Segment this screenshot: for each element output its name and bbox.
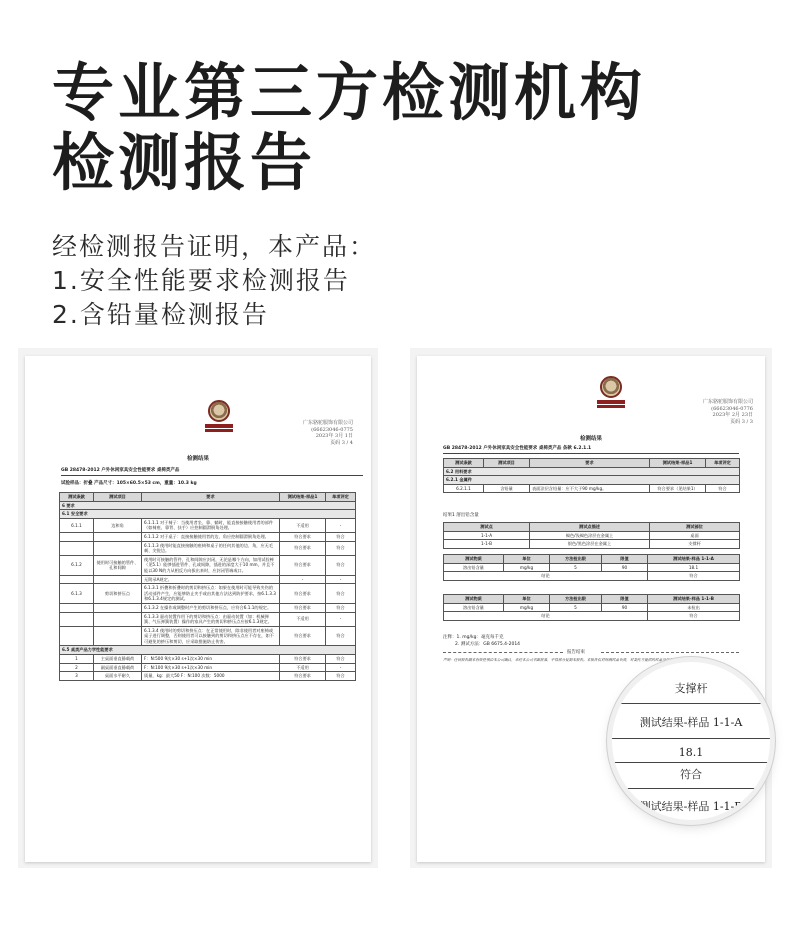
section-cell: 6.5 桌类产品力学性能要求 (60, 646, 356, 655)
note-line: 注释：1. mg/kg：毫克每千克 (443, 635, 504, 640)
column-header: 测试物质 (444, 595, 504, 604)
table-cell: 6.1.3.2 在操作或调整时产生的剪切和挤压点，应符合6.1.1的规定。 (142, 603, 280, 612)
intro-text (52, 230, 376, 332)
divider (601, 652, 739, 653)
report-standard: GB 28478-2012 户外休闲家具安全性能要求 桌椅类产品 (61, 468, 180, 473)
table-cell: - (326, 575, 356, 584)
table-cell: - (326, 612, 356, 626)
table-cell: 6.1.3.1 折叠和折叠时的剪切和挤压点：如果在使用时可能导致夹伤的活动部件产生，应能够防止夹手或由其他方法达到防护要求，按6.1.3.3和6.1.3.4规定的测试。 (142, 584, 280, 604)
table-cell: 符合要求 (280, 532, 326, 541)
table-cell: 符合 (326, 603, 356, 612)
column-header: 限值 (602, 595, 648, 604)
table-cell: 不适用 (280, 663, 326, 672)
table-cell: 含铅量 (484, 484, 530, 493)
table-row (444, 476, 740, 485)
table-cell: 符合要求 (280, 584, 326, 604)
table-cell: 符合 (326, 584, 356, 604)
table-cell: 符合要求 (280, 555, 326, 575)
section-cell: 6.2 用料要求 (444, 467, 740, 476)
table-cell: 主桌面垂直静载荷 (94, 655, 142, 664)
table-row (444, 572, 740, 581)
table-cell: 未检出 (648, 603, 740, 612)
table-cell: 6.1.3 (60, 584, 94, 604)
table-cell (60, 575, 94, 584)
table-row (444, 531, 740, 540)
zoom-cell: 测试结果-样品 1-1-A (639, 716, 743, 729)
table-cell: 1-1-A (444, 531, 530, 540)
table-cell: 符合 (326, 655, 356, 664)
zoom-cell: 测试结果-样品 1-1-B (639, 800, 743, 813)
table-row (60, 518, 356, 532)
zoom-rule (612, 738, 770, 739)
table-cell: 3 (60, 672, 94, 681)
column-header: 测试结果-样品1 (280, 493, 326, 502)
column-header: 测试结果-样品 1-1-A (648, 555, 740, 564)
table-cell: 符合 (326, 541, 356, 555)
table-cell: 副桌面垂直静载荷 (94, 663, 142, 672)
certification-logo-icon (597, 376, 625, 412)
certification-logo-icon (205, 400, 233, 436)
report-panel-safety (18, 348, 378, 868)
table-cell: 6.1.3.3 驱动装置作用下的剪切和挤压点：由驱动装置（如：机械弹簧、气压弹簧装置）操作的家具产生的剪切和挤压点应按6.1.3规定。 (142, 612, 280, 626)
test-points-table (443, 522, 740, 549)
column-header: 测试条款 (60, 493, 94, 502)
table-cell: 符合要求 (280, 626, 326, 646)
zoom-rule (612, 788, 770, 789)
table-cell: 剪切和挤压点 (94, 584, 142, 604)
table-row (60, 501, 356, 510)
column-header: 单位 (504, 555, 550, 564)
table-cell (60, 612, 94, 626)
table-cell: 符合要求 (280, 541, 326, 555)
table-cell: 使用时可接触的管件、孔和间隙 (94, 555, 142, 575)
table-cell: 支撑杆 (650, 540, 740, 549)
column-header: 测试点描述 (530, 523, 650, 532)
divider (443, 453, 739, 454)
page-title-line1: 专业第三方检测机构 (52, 56, 647, 129)
result-label: 结果1 溶出铅含量 (443, 513, 479, 518)
column-header: 测试项目 (94, 493, 142, 502)
table-cell: F：N:100 9次×30 s+1次×30 min (142, 663, 280, 672)
table-row (444, 540, 740, 549)
section-cell: 6 要求 (60, 501, 356, 510)
column-header: 方法检出限 (550, 595, 602, 604)
intro-line: 经检测报告证明，本产品： (52, 232, 377, 261)
table-cell: 使用时可接触的管件、孔和间隙应封闭，无论是哪个方向，如用试验棒（见5.1）能够插进管件、孔或间隙，插进的深度大于10 mm，并且不能以30 N的力从相反方向拔出来时，应封闭管端或口。 (142, 555, 280, 575)
table-row (60, 626, 356, 646)
table-row (60, 575, 356, 584)
column-header: 测试物质 (444, 555, 504, 564)
column-header: 要求 (142, 493, 280, 502)
column-header: 测试结果-样品1 (650, 459, 706, 468)
table-cell: 符合 (648, 572, 740, 581)
table-cell: 6.1.1.3 使用时能直接接触的座椅和桌子的任何其他的边、角，应无毛刺、尖锐边。 (142, 541, 280, 555)
table-cell (94, 532, 142, 541)
table-header-row (444, 555, 740, 564)
table-cell: 符合 (326, 672, 356, 681)
table-cell: 溶出铅含量 (444, 563, 504, 572)
column-header: 限值 (602, 555, 648, 564)
table-cell: 质量，kg：最大50 F：N:100 次数：5000 (142, 672, 280, 681)
company-line: 2023年 2月 23日 (712, 412, 753, 418)
table-row (444, 467, 740, 476)
company-line: 页码 3 / 3 (730, 418, 753, 425)
table-cell: mg/kg (504, 563, 550, 572)
table-cell: 符合 (326, 626, 356, 646)
table-row (60, 655, 356, 664)
company-line: 广东骆驼服饰有限公司 (702, 399, 753, 405)
table-cell: 1 (60, 655, 94, 664)
magnifier-zoom (612, 662, 770, 820)
table-header-row (60, 493, 356, 502)
company-line: 广东骆驼服饰有限公司 (302, 420, 353, 426)
report-company-block (303, 420, 353, 446)
table-cell (60, 541, 94, 555)
intro-line: 2.含铅量检测报告 (52, 300, 269, 329)
safety-results-table (59, 492, 356, 681)
column-header: 测试点 (444, 523, 530, 532)
column-header: 测试项目 (484, 459, 530, 468)
table-row (60, 510, 356, 519)
column-header: 测试结果-样品 1-1-B (648, 595, 740, 604)
table-cell: - (326, 663, 356, 672)
zoom-rule (612, 703, 770, 704)
table-cell: 6.1.2 (60, 555, 94, 575)
table-cell: 6.1.1 (60, 518, 94, 532)
table-cell: - (280, 575, 326, 584)
table-cell: F：N:500 9次×30 s+1次×30 min (142, 655, 280, 664)
table-header-row (444, 523, 740, 532)
report-standard: GB 28478-2012 户外休闲家具安全性能要求 桌椅类产品 条款 6.2.1.1 (443, 446, 592, 451)
table-cell: 18.1 (648, 563, 740, 572)
table-cell (94, 612, 142, 626)
zoom-cell: 支撑杆 (674, 682, 708, 695)
table-cell (94, 626, 142, 646)
table-cell: 符合 (648, 612, 740, 621)
table-cell: 符合 (326, 555, 356, 575)
column-header: 单位 (504, 595, 550, 604)
table-cell: 桌面 (650, 531, 740, 540)
table-cell: 5 (550, 563, 602, 572)
table-row (60, 646, 356, 655)
divider (61, 475, 363, 476)
report-heading: 检测结果 (186, 456, 209, 462)
table-cell: 6.1.1.1 对于椅子：当使用者坐、靠、躺时，能直接接触使用者的部件（如椅座、靠背、扶手）应控制圆滑倒角处理。 (142, 518, 280, 532)
table-cell: 溶出铅含量 (444, 603, 504, 612)
table-cell (60, 532, 94, 541)
table-cell: 符合要求（见结果1） (650, 484, 706, 493)
table-cell: mg/kg (504, 603, 550, 612)
section-cell: 6.2.1 金属件 (444, 476, 740, 485)
zoom-cell: 18.1 (678, 746, 704, 759)
report-disclaimer: 声明：任何报告副本有效性须由本公司确认，未经本公司书面批准，不得部分复制本报告。本报告仅对所测样品负责，对委托方提供的样品及信息的真实性不承担责任。 (443, 658, 709, 662)
column-header: 单项评定 (706, 459, 740, 468)
table-cell: 不适用 (280, 612, 326, 626)
table-cell: 银色/黑色涂层在金属上 (530, 540, 650, 549)
lead-result-table-a (443, 554, 740, 581)
table-header-row (444, 595, 740, 604)
lead-results-table (443, 458, 740, 493)
section-cell: 6.1 安全要求 (60, 510, 356, 519)
table-row (60, 603, 356, 612)
table-cell: 褐色/浅褐色涂层在金属上 (530, 531, 650, 540)
table-row (444, 563, 740, 572)
table-cell (94, 541, 142, 555)
table-row (60, 555, 356, 575)
page-title-line2: 检测报告 (52, 126, 317, 199)
table-cell: 6.2.1.1 (444, 484, 484, 493)
table-row (60, 584, 356, 604)
intro-line: 1.安全性能要求检测报告 (52, 266, 350, 295)
company-line: 2023年 3月 1日 (315, 433, 353, 439)
lead-result-table-b (443, 594, 740, 621)
table-row (60, 532, 356, 541)
table-cell: 无附录A规定。 (142, 575, 280, 584)
column-header: 单项评定 (326, 493, 356, 502)
table-cell (60, 603, 94, 612)
table-row (60, 541, 356, 555)
table-header-row (444, 459, 740, 468)
table-cell: 结论 (444, 572, 648, 581)
note-line: 2. 测试方法：GB 6675.4-2014 (455, 642, 521, 647)
company-line: (66623046-0776 (711, 405, 753, 412)
table-cell: 符合要求 (280, 672, 326, 681)
report-sample-info: 试验样品：折叠 产品尺寸：105×60.5×53 cm，重量：10.3 kg (61, 481, 197, 486)
table-cell: 结论 (444, 612, 648, 621)
table-cell: 符合 (326, 532, 356, 541)
table-cell (94, 603, 142, 612)
table-cell: - (326, 518, 356, 532)
table-row (60, 612, 356, 626)
column-header: 方法检出限 (550, 555, 602, 564)
table-cell: 符合要求 (280, 655, 326, 664)
zoom-cell: 符合 (680, 768, 702, 781)
table-cell: 6.1.1.2 对于桌子：直接接触使用者的边、角应控制圆滑倒角处理。 (142, 532, 280, 541)
table-cell: 符合要求 (280, 603, 326, 612)
table-cell (60, 626, 94, 646)
table-row (444, 612, 740, 621)
column-header: 测试条款 (444, 459, 484, 468)
company-line: 页码 3 / 4 (330, 439, 353, 446)
report-heading: 检测结果 (579, 436, 602, 442)
table-row (60, 663, 356, 672)
table-row (444, 603, 740, 612)
table-cell: 不适用 (280, 518, 326, 532)
table-cell: 1-1-B (444, 540, 530, 549)
table-cell: 桌面水平耐久 (94, 672, 142, 681)
column-header: 要求 (530, 459, 650, 468)
column-header: 测试部位 (650, 523, 740, 532)
table-cell: 5 (550, 603, 602, 612)
table-row (444, 484, 740, 493)
table-cell: 90 (602, 563, 648, 572)
company-line: (66623046-0775 (311, 426, 353, 433)
report-page-safety (25, 356, 371, 862)
table-cell: 90 (602, 603, 648, 612)
table-cell (94, 575, 142, 584)
table-cell: 边和角 (94, 518, 142, 532)
report-end: 报告结束 (567, 650, 585, 655)
table-cell: 符合 (706, 484, 740, 493)
table-cell: 表面涂层含铅量：应不大于90 mg/kg。 (530, 484, 650, 493)
report-company-block (703, 399, 753, 425)
table-cell: 6.1.3.4 使用时的剪切和挤压点：在正常使用时，除非使用者对座椅或桌子进行调整，否则使用者可以接触到的剪切和挤压点应不存在，如不可避免的挤压和剪切，应采取措施防止伤害。 (142, 626, 280, 646)
table-cell: 2 (60, 663, 94, 672)
divider (443, 652, 563, 653)
table-row (60, 672, 356, 681)
